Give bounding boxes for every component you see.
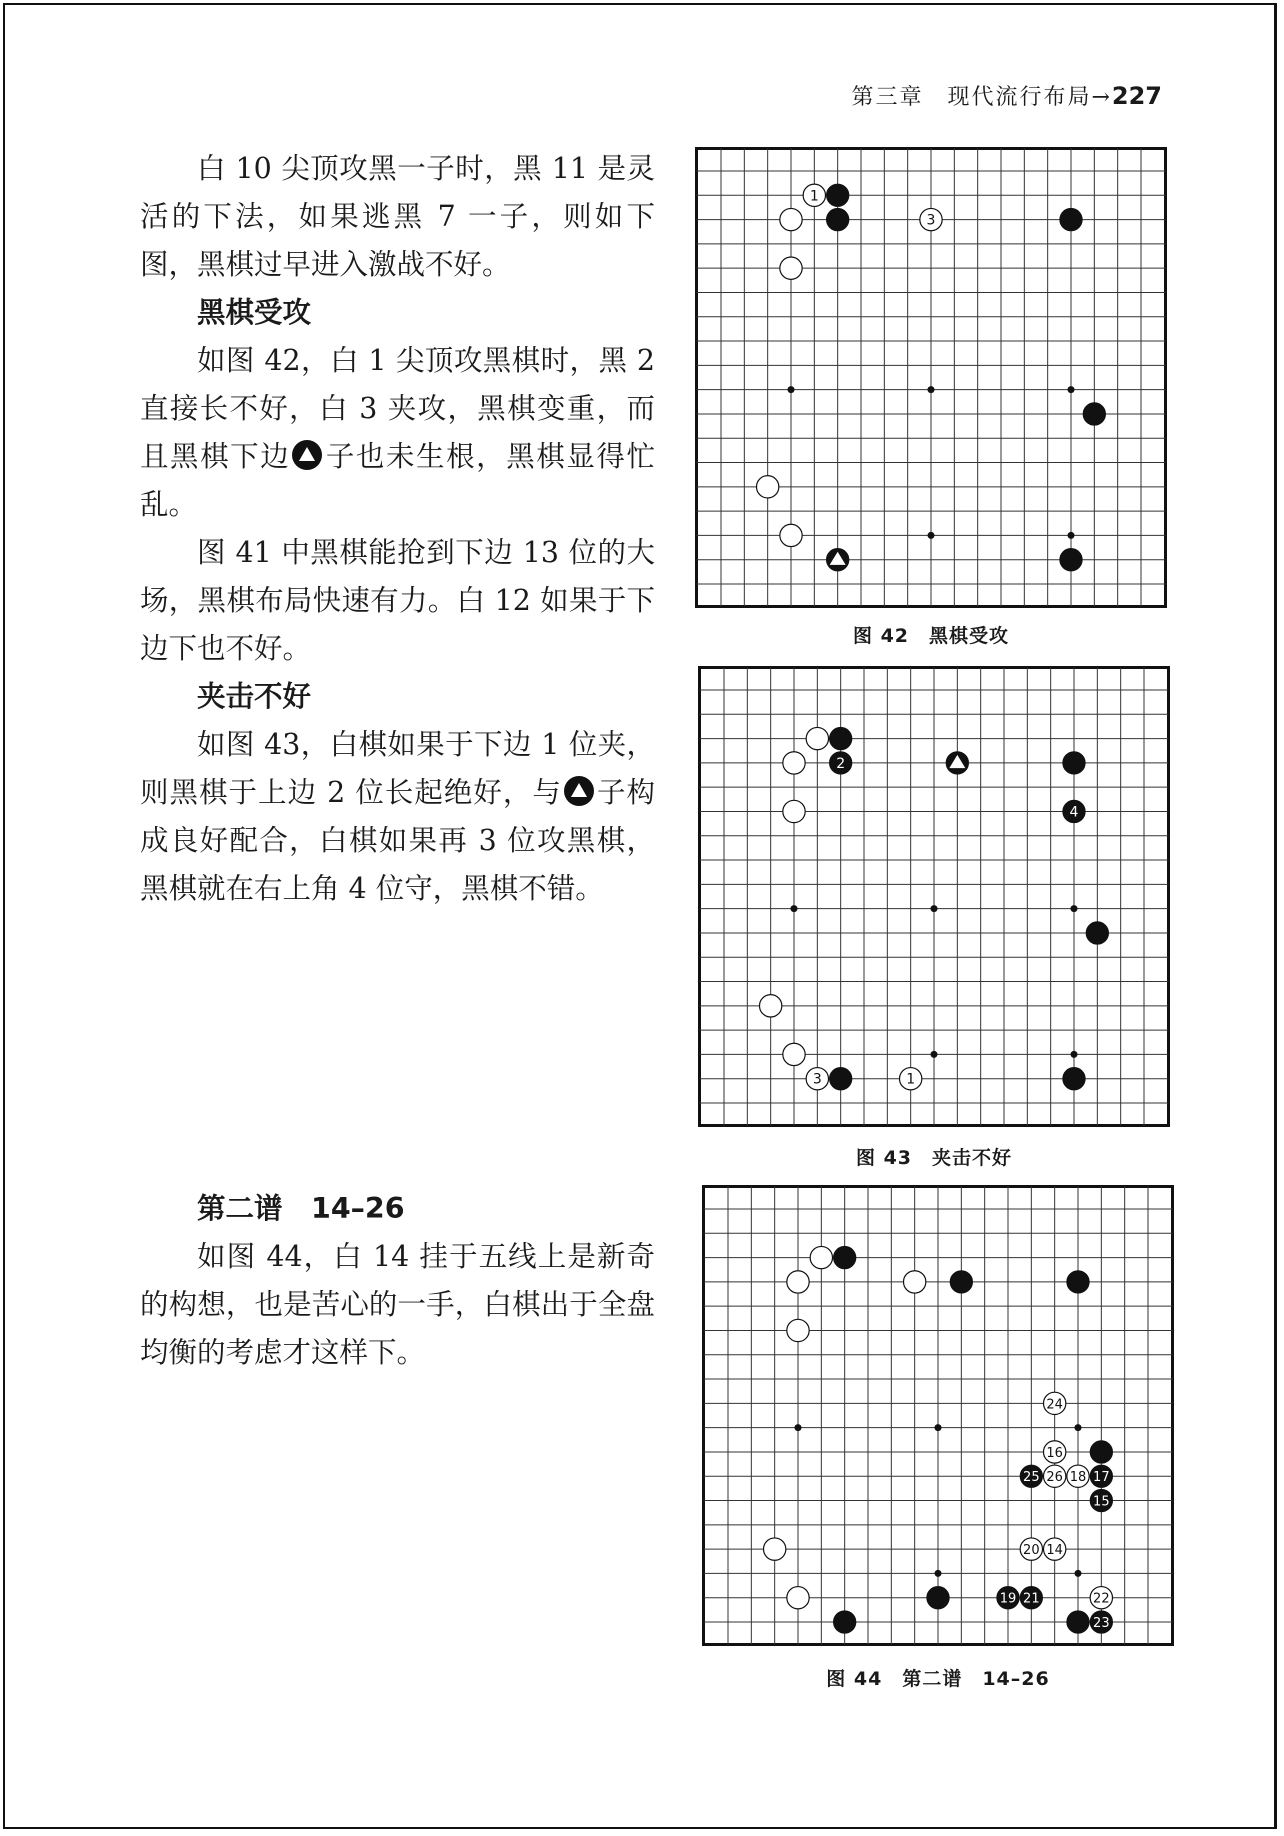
chapter-title: 第三章 现代流行布局 [851, 85, 1092, 110]
move-number: 20 [1023, 1543, 1040, 1559]
black-stone [1086, 922, 1108, 944]
move-number: 16 [1046, 1445, 1063, 1461]
black-stone [830, 1068, 852, 1090]
section-heading: 黑棋受攻 [197, 296, 312, 329]
white-stone [900, 1068, 922, 1090]
black-stone [1067, 1271, 1089, 1293]
white-stone [787, 1319, 809, 1341]
move-number: 2 [836, 755, 846, 772]
white-stone [780, 524, 802, 546]
white-stone [764, 1538, 786, 1560]
white-stone [806, 1068, 828, 1090]
star-point [795, 1424, 802, 1431]
white-stone [803, 184, 825, 206]
white-stone [904, 1271, 926, 1293]
move-number: 23 [1093, 1616, 1110, 1631]
caption-fig44: 图 44 第二谱 14–26 [826, 1668, 1050, 1690]
move-number: 17 [1093, 1470, 1110, 1486]
white-stone [1044, 1465, 1066, 1487]
text-block-1 [140, 145, 655, 913]
black-stone [830, 727, 852, 749]
paragraph: 图 41 中黑棋能抢到下边 13 位的大场，黑棋布局快速有力。白 12 如果于下边下也不好。 [140, 536, 655, 665]
white-stone [1067, 1465, 1089, 1487]
section-heading: 第二谱 14–26 [197, 1192, 405, 1225]
white-stone [783, 752, 805, 774]
triangle-marked-stone-icon [292, 440, 322, 470]
star-point [1071, 1051, 1078, 1058]
board-fig44 [702, 1185, 1174, 1646]
text-block-2 [140, 1185, 655, 1377]
black-stone [827, 184, 849, 206]
black-stone [1067, 1611, 1089, 1633]
move-number: 22 [1093, 1591, 1110, 1607]
white-stone [1044, 1441, 1066, 1463]
white-stone [780, 208, 802, 230]
white-stone [1020, 1538, 1042, 1560]
star-point [788, 386, 795, 393]
white-stone [783, 1043, 805, 1065]
black-stone [946, 752, 968, 774]
black-stone [1063, 752, 1085, 774]
move-number: 1 [809, 188, 819, 205]
board-fig44-svg [702, 1185, 1174, 1646]
black-stone [927, 1587, 949, 1609]
move-number: 26 [1046, 1470, 1063, 1486]
move-number: 21 [1023, 1591, 1040, 1607]
move-number: 15 [1093, 1494, 1110, 1510]
star-point [935, 1570, 942, 1577]
black-stone [834, 1611, 856, 1633]
move-number: 19 [999, 1591, 1017, 1607]
black-stone [1083, 403, 1105, 425]
star-point [928, 532, 935, 539]
black-stone [1090, 1611, 1112, 1633]
black-stone [1090, 1465, 1112, 1487]
white-stone [757, 476, 779, 498]
caption-fig42: 图 42 黑棋受攻 [852, 625, 1010, 647]
white-stone [1044, 1392, 1066, 1414]
move-number: 18 [1069, 1470, 1087, 1486]
black-stone [1060, 549, 1082, 571]
white-stone [920, 208, 942, 230]
star-point [928, 386, 935, 393]
black-stone [827, 208, 849, 230]
white-stone [806, 727, 828, 749]
black-stone [1020, 1587, 1042, 1609]
white-stone [780, 257, 802, 279]
star-point [935, 1424, 942, 1431]
black-stone [997, 1587, 1019, 1609]
star-point [1068, 532, 1075, 539]
star-point [1075, 1424, 1082, 1431]
paragraph: 白 10 尖顶攻黑一子时，黑 11 是灵活的下法，如果逃黑 7 一子，则如下图，黑棋过早进入激战不好。 [140, 152, 655, 281]
white-stone [783, 800, 805, 822]
white-stone [1044, 1538, 1066, 1560]
move-number: 24 [1046, 1397, 1063, 1413]
move-number: 3 [812, 1071, 822, 1088]
star-point [931, 1051, 938, 1058]
white-stone [787, 1587, 809, 1609]
board-fig43-svg [698, 666, 1170, 1127]
section-heading: 夹击不好 [197, 680, 312, 713]
paragraph: 如图 43，白棋如果于下边 1 位夹，则黑棋于上边 2 位长起绝好，与 子构成良好配合，白棋如果再 3 位攻黑棋，黑棋就在右上角 4 位守，黑棋不错。 [140, 728, 655, 905]
white-stone [760, 995, 782, 1017]
black-stone [1090, 1489, 1112, 1511]
move-number: 4 [1069, 804, 1079, 821]
white-stone [1090, 1587, 1112, 1609]
header-arrow: → [1091, 85, 1112, 110]
black-stone [950, 1271, 972, 1293]
paragraph: 如图 42，白 1 尖顶攻黑棋时，黑 2 直接长不好，白 3 夹攻，黑棋变重，而且黑棋下边 子也未生根，黑棋显得忙乱。 [140, 344, 655, 521]
black-stone [834, 1246, 856, 1268]
board-fig43 [698, 666, 1170, 1127]
black-stone [1020, 1465, 1042, 1487]
black-stone [1063, 1068, 1085, 1090]
star-point [1075, 1570, 1082, 1577]
page-number: 227 [1111, 82, 1162, 110]
paragraph: 如图 44，白 14 挂于五线上是新奇的构想，也是苦心的一手，白棋出于全盘均衡的考虑才这样下。 [140, 1240, 655, 1369]
move-number: 14 [1046, 1543, 1063, 1559]
move-number: 3 [926, 212, 936, 229]
move-number: 25 [1023, 1470, 1040, 1486]
move-number: 1 [906, 1071, 916, 1088]
board-fig42 [695, 147, 1167, 608]
star-point [1071, 905, 1078, 912]
star-point [791, 905, 798, 912]
white-stone [787, 1271, 809, 1293]
caption-fig43: 图 43 夹击不好 [855, 1147, 1013, 1169]
board-fig42-svg [695, 147, 1167, 608]
star-point [1068, 386, 1075, 393]
black-stone [1060, 208, 1082, 230]
black-stone [1090, 1441, 1112, 1463]
triangle-marked-stone-icon [564, 776, 594, 806]
star-point [931, 905, 938, 912]
white-stone [810, 1246, 832, 1268]
running-head [851, 80, 1162, 111]
black-stone [830, 752, 852, 774]
black-stone [1063, 800, 1085, 822]
black-stone [827, 549, 849, 571]
